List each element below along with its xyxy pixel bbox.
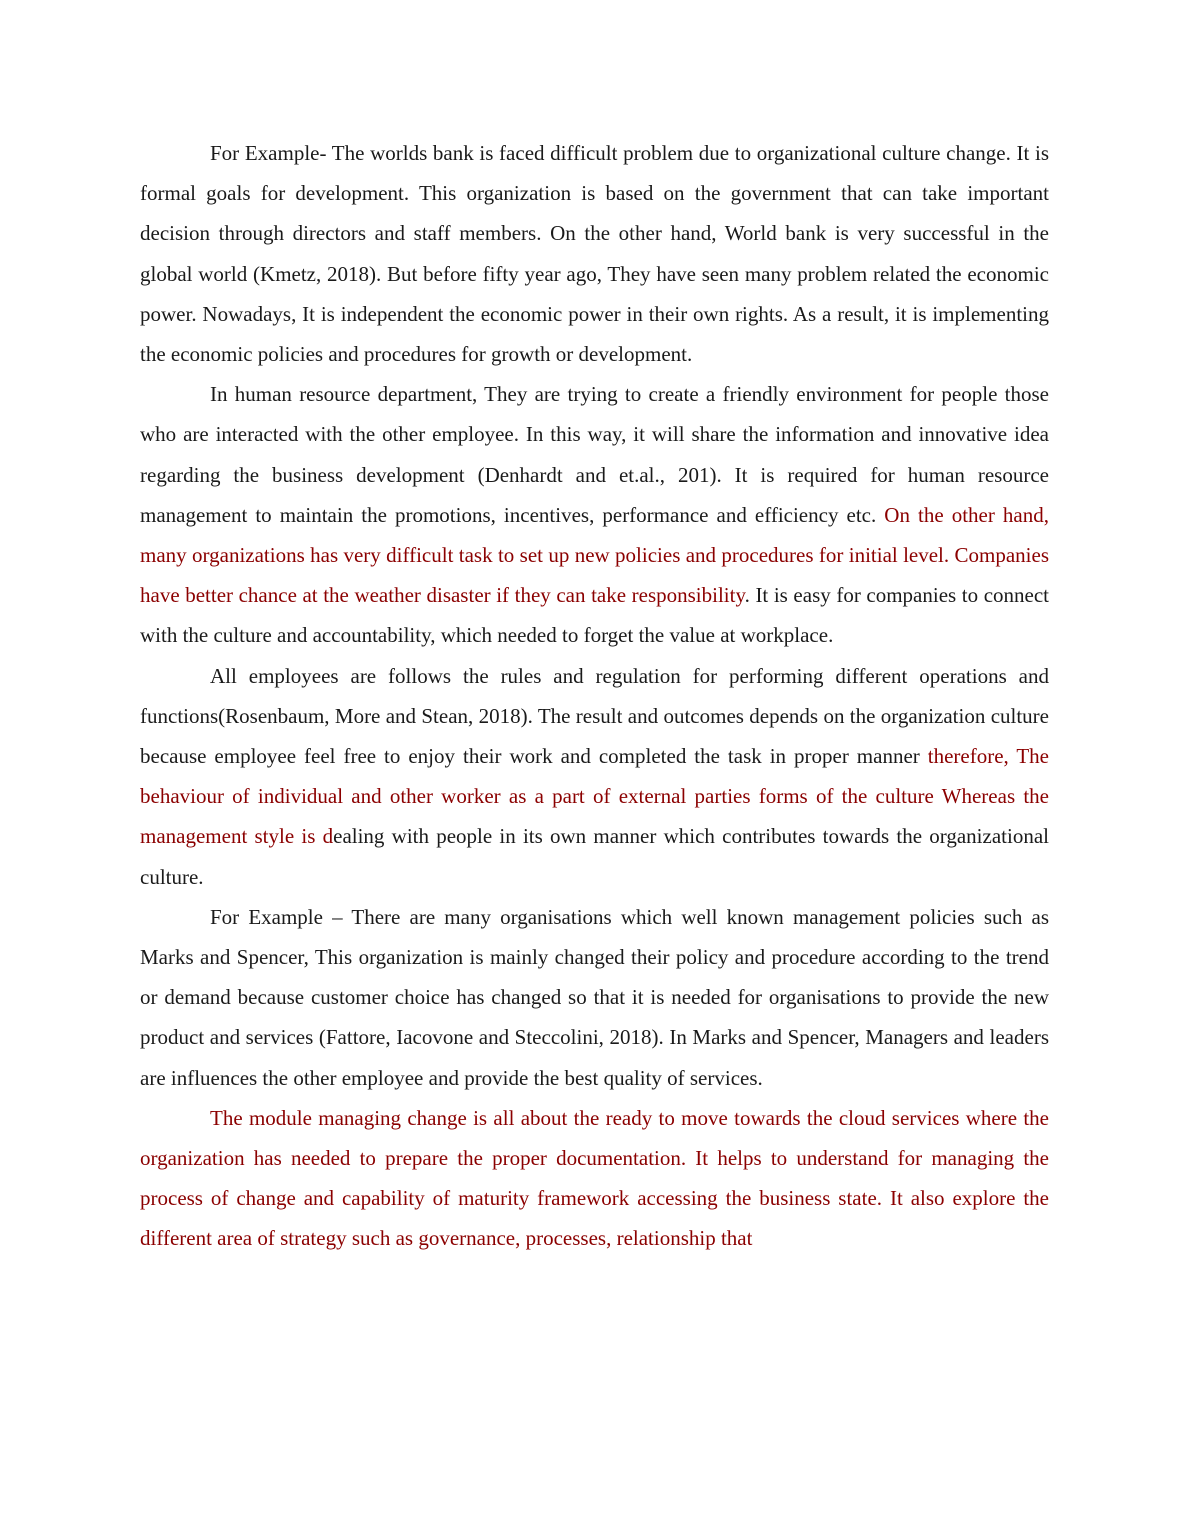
text-segment: ealing with people in its own manner which contributes towards the organizational culture. — [140, 824, 1049, 889]
paragraph-human-resource — [140, 374, 1049, 655]
paragraph-world-bank — [140, 133, 1049, 374]
text-segment: . It is easy for companies to connect with the culture and accountability, which needed to forget the value at workplace. — [140, 583, 1049, 648]
document-page — [140, 133, 1049, 1259]
text-segment: All employees are follows the rules and regulation for performing different operations and functions(Rosenbaum, More and Stean, 2018). The result and outcomes depends on the organization culture because employee feel free to enjoy their work and completed the task in proper manner — [140, 663, 1049, 769]
text-segment: In human resource department, They are trying to create a friendly environment for people those who are interacted with the other employee. In this way, it will share the information and innovative idea regarding the business development (Denhardt and et.al., 201). It is required for human resource management to maintain the promotions, incentives, performance and efficiency etc. — [140, 382, 1049, 527]
highlighted-text-segment: therefore, The behaviour of individual and other worker as a part of external parties forms of the culture Whereas the management style is d — [140, 744, 1049, 849]
paragraph-marks-and-spencer — [140, 897, 1049, 1098]
highlighted-text-segment: On the other hand, many organizations has very difficult task to set up new policies and procedures for initial level. Companies have better chance at the weather disaster if they can take responsibility — [140, 502, 1049, 608]
paragraph-managing-change — [140, 1098, 1049, 1259]
text-segment: For Example- The worlds bank is faced difficult problem due to organizational culture change. It is formal goals for development. This organization is based on the government that can take important decision through directors and staff members. On the other hand, World bank is very successful in the global world (Kmetz, 2018). But before fifty year ago, They have seen many problem related the economic power. Nowadays, It is independent the economic power in their own rights. As a result, it is implementing the economic policies and procedures for growth or development. — [140, 141, 1049, 367]
highlighted-text-segment: The module managing change is all about the ready to move towards the cloud services where the organization has needed to prepare the proper documentation. It helps to understand for managing the process of change and capability of maturity framework accessing the business state. It also explore the different area of strategy such as governance, processes, relationship that — [140, 1105, 1049, 1251]
paragraph-employees-rules — [140, 656, 1049, 897]
text-segment: For Example – There are many organisations which well known management policies such as Marks and Spencer, This organization is mainly changed their policy and procedure according to the trend or demand because customer choice has changed so that it is needed for organisations to provide the new product and services (Fattore, Iacovone and Steccolini, 2018). In Marks and Spencer, Managers and leaders are influences the other employee and provide the best quality of services. — [140, 904, 1049, 1090]
